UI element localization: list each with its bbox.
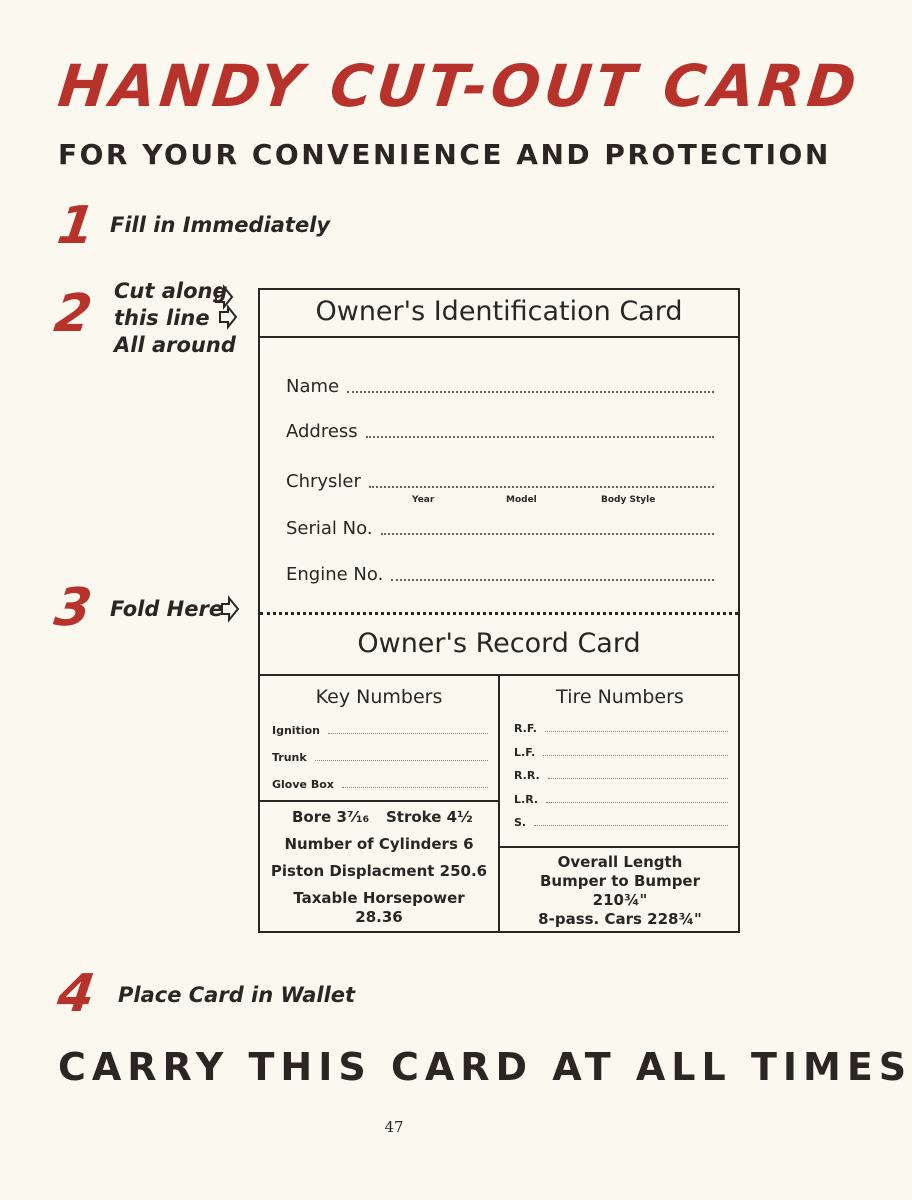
name-label: Name xyxy=(286,376,340,397)
horsepower-value: 28.36 xyxy=(355,908,403,926)
length-value: 210¾" xyxy=(592,891,648,909)
leader-dots xyxy=(328,732,488,734)
key-numbers-heading: Key Numbers xyxy=(315,686,443,708)
engine-label: Engine No. xyxy=(286,564,384,585)
carry-card-notice: CARRY THIS CARD AT ALL TIMES xyxy=(58,1045,912,1089)
model-sublabel: Model xyxy=(506,495,537,505)
body-style-sublabel: Body Style xyxy=(601,495,656,505)
page-number: 47 xyxy=(384,1118,404,1136)
divider xyxy=(500,846,738,848)
address-label: Address xyxy=(286,421,358,442)
tire-spare-row[interactable] xyxy=(514,816,728,829)
page-title: HANDY CUT-OUT CARD xyxy=(55,52,864,120)
chrysler-field[interactable] xyxy=(286,471,714,492)
step-2-line-2: this line xyxy=(114,306,210,330)
overall-length-label: Overall Length xyxy=(557,853,683,871)
address-field[interactable] xyxy=(286,421,714,442)
bore-spec: Bore 3⁷⁄₁₆ xyxy=(292,808,370,826)
horsepower-label: Taxable Horsepower xyxy=(293,889,465,907)
fold-line xyxy=(260,612,738,615)
chrysler-label: Chrysler xyxy=(286,471,361,492)
ignition-key-row[interactable] xyxy=(272,724,488,737)
serial-field[interactable] xyxy=(286,518,714,539)
record-card-title: Owner's Record Card xyxy=(357,628,641,659)
name-field[interactable] xyxy=(286,376,714,397)
leader-dots xyxy=(347,389,714,393)
step-2-line-3: All around xyxy=(114,333,236,357)
leader-dots xyxy=(391,577,714,581)
leader-dots xyxy=(546,801,728,803)
tire-lr-row[interactable] xyxy=(514,793,728,806)
trunk-key-row[interactable] xyxy=(272,751,488,764)
lr-label: L.R. xyxy=(514,793,539,806)
lf-label: L.F. xyxy=(514,746,536,759)
leader-dots xyxy=(543,754,728,756)
tire-numbers-heading: Tire Numbers xyxy=(556,686,684,708)
leader-dots xyxy=(381,531,714,535)
step-1-number: 1 xyxy=(53,196,99,256)
step-2-line-1: Cut along xyxy=(114,279,228,303)
eight-pass-length: 8-pass. Cars 228¾" xyxy=(538,910,702,928)
tire-rr-row[interactable] xyxy=(514,769,728,782)
year-sublabel: Year xyxy=(412,495,435,505)
divider xyxy=(260,336,738,338)
id-card-title: Owner's Identification Card xyxy=(315,296,683,327)
trunk-label: Trunk xyxy=(272,751,307,764)
tire-lf-row[interactable] xyxy=(514,746,728,759)
step-4-number: 4 xyxy=(53,964,99,1024)
bumper-label: Bumper to Bumper xyxy=(539,872,701,890)
cut-out-card xyxy=(258,288,740,933)
glove-box-key-row[interactable] xyxy=(272,778,488,791)
tire-rf-row[interactable] xyxy=(514,722,728,735)
step-3-number: 3 xyxy=(50,578,96,638)
rf-label: R.F. xyxy=(514,722,537,735)
leader-dots xyxy=(315,759,488,761)
leader-dots xyxy=(548,777,728,779)
leader-dots xyxy=(342,786,488,788)
stroke-spec: Stroke 4½ xyxy=(386,808,473,826)
ignition-label: Ignition xyxy=(272,724,320,737)
glove-box-label: Glove Box xyxy=(272,778,334,791)
leader-dots xyxy=(369,484,714,488)
arrow-right-icon xyxy=(220,597,240,621)
spare-label: S. xyxy=(514,816,527,829)
step-1-text: Fill in Immediately xyxy=(110,213,331,237)
engine-field[interactable] xyxy=(286,564,714,585)
arrow-right-icon xyxy=(214,286,234,308)
page-subtitle: FOR YOUR CONVENIENCE AND PROTECTION xyxy=(58,138,831,171)
leader-dots xyxy=(534,824,728,826)
displacement-spec: Piston Displacment 250.6 xyxy=(270,862,488,880)
step-4-text: Place Card in Wallet xyxy=(118,983,356,1007)
rr-label: R.R. xyxy=(514,769,540,782)
leader-dots xyxy=(545,730,728,732)
arrow-down-right-icon xyxy=(218,306,238,328)
divider xyxy=(260,800,498,802)
serial-label: Serial No. xyxy=(286,518,373,539)
step-2-number: 2 xyxy=(50,284,96,344)
step-3-text: Fold Here xyxy=(110,597,224,621)
leader-dots xyxy=(366,434,714,438)
cylinders-spec: Number of Cylinders 6 xyxy=(284,835,474,853)
